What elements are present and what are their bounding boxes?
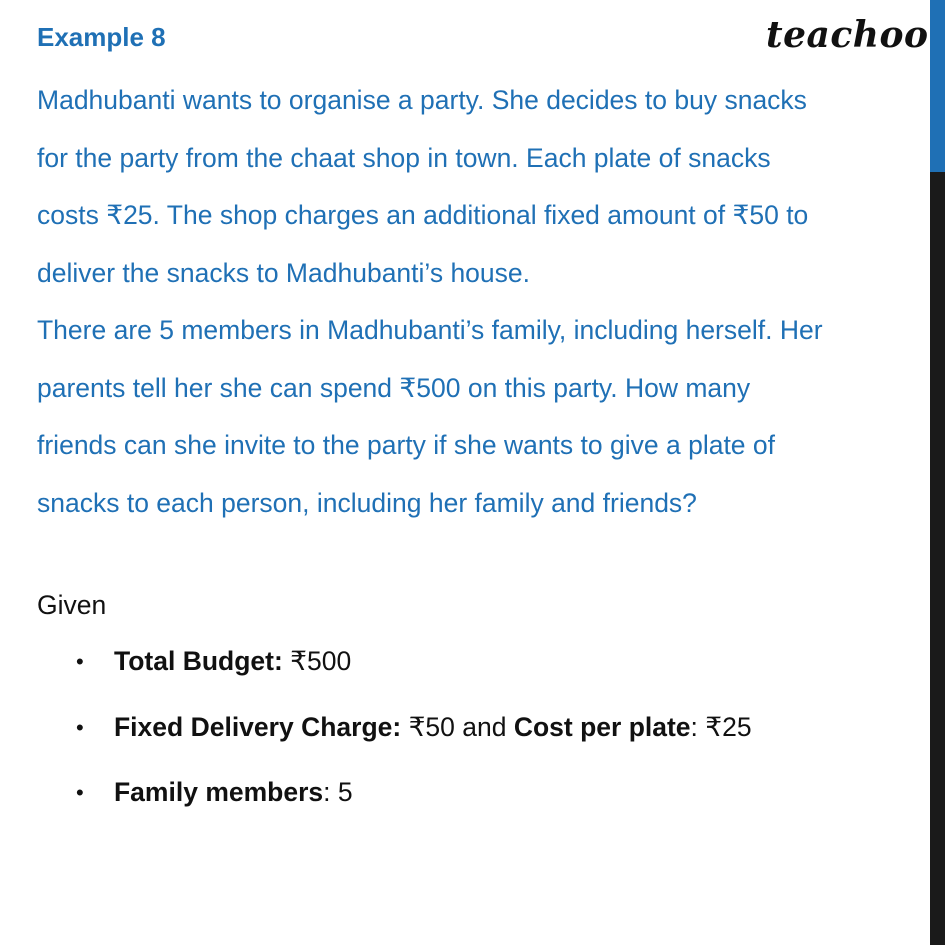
given-item-value: ₹500 [282, 646, 352, 676]
bullet-icon: • [76, 714, 84, 740]
given-item-value-2: : ₹25 [690, 711, 752, 742]
problem-line: snacks to each person, including her family and friends? [37, 487, 697, 518]
given-heading: Given [37, 590, 107, 620]
bullet-icon: • [76, 780, 84, 805]
problem-line: parents tell her she can spend ₹500 on this party. How many [37, 372, 751, 403]
given-item-label: Total Budget: [114, 646, 283, 676]
given-item-total-budget [76, 646, 752, 712]
given-item-value: : 5 [323, 777, 353, 807]
problem-line: deliver the snacks to Madhubanti’s house. [37, 257, 531, 288]
given-item-value: ₹50 and [401, 711, 514, 742]
sidebar-accent-bar [930, 0, 945, 172]
problem-line: There are 5 members in Madhubanti’s family, including herself. Her [37, 315, 823, 345]
given-item-label-2: Cost per plate [513, 711, 691, 742]
problem-line: Madhubanti wants to organise a party. She decides to buy snacks [37, 85, 807, 115]
given-item-label: Fixed Delivery Charge: [114, 711, 402, 742]
given-item-label: Family members [114, 777, 324, 807]
problem-statement [37, 72, 917, 532]
teachoo-logo: teachoo [766, 14, 929, 56]
given-item-delivery-charge [76, 712, 752, 778]
bullet-icon: • [76, 649, 84, 674]
given-list [76, 646, 752, 843]
problem-line: for the party from the chaat shop in town. Each plate of snacks [37, 142, 771, 173]
problem-line: costs ₹25. The shop charges an additional fixed amount of ₹50 to [37, 200, 809, 230]
example-title: Example 8 [37, 22, 166, 52]
problem-line: friends can she invite to the party if she wants to give a plate of [37, 430, 776, 460]
given-item-family-members [76, 777, 752, 843]
